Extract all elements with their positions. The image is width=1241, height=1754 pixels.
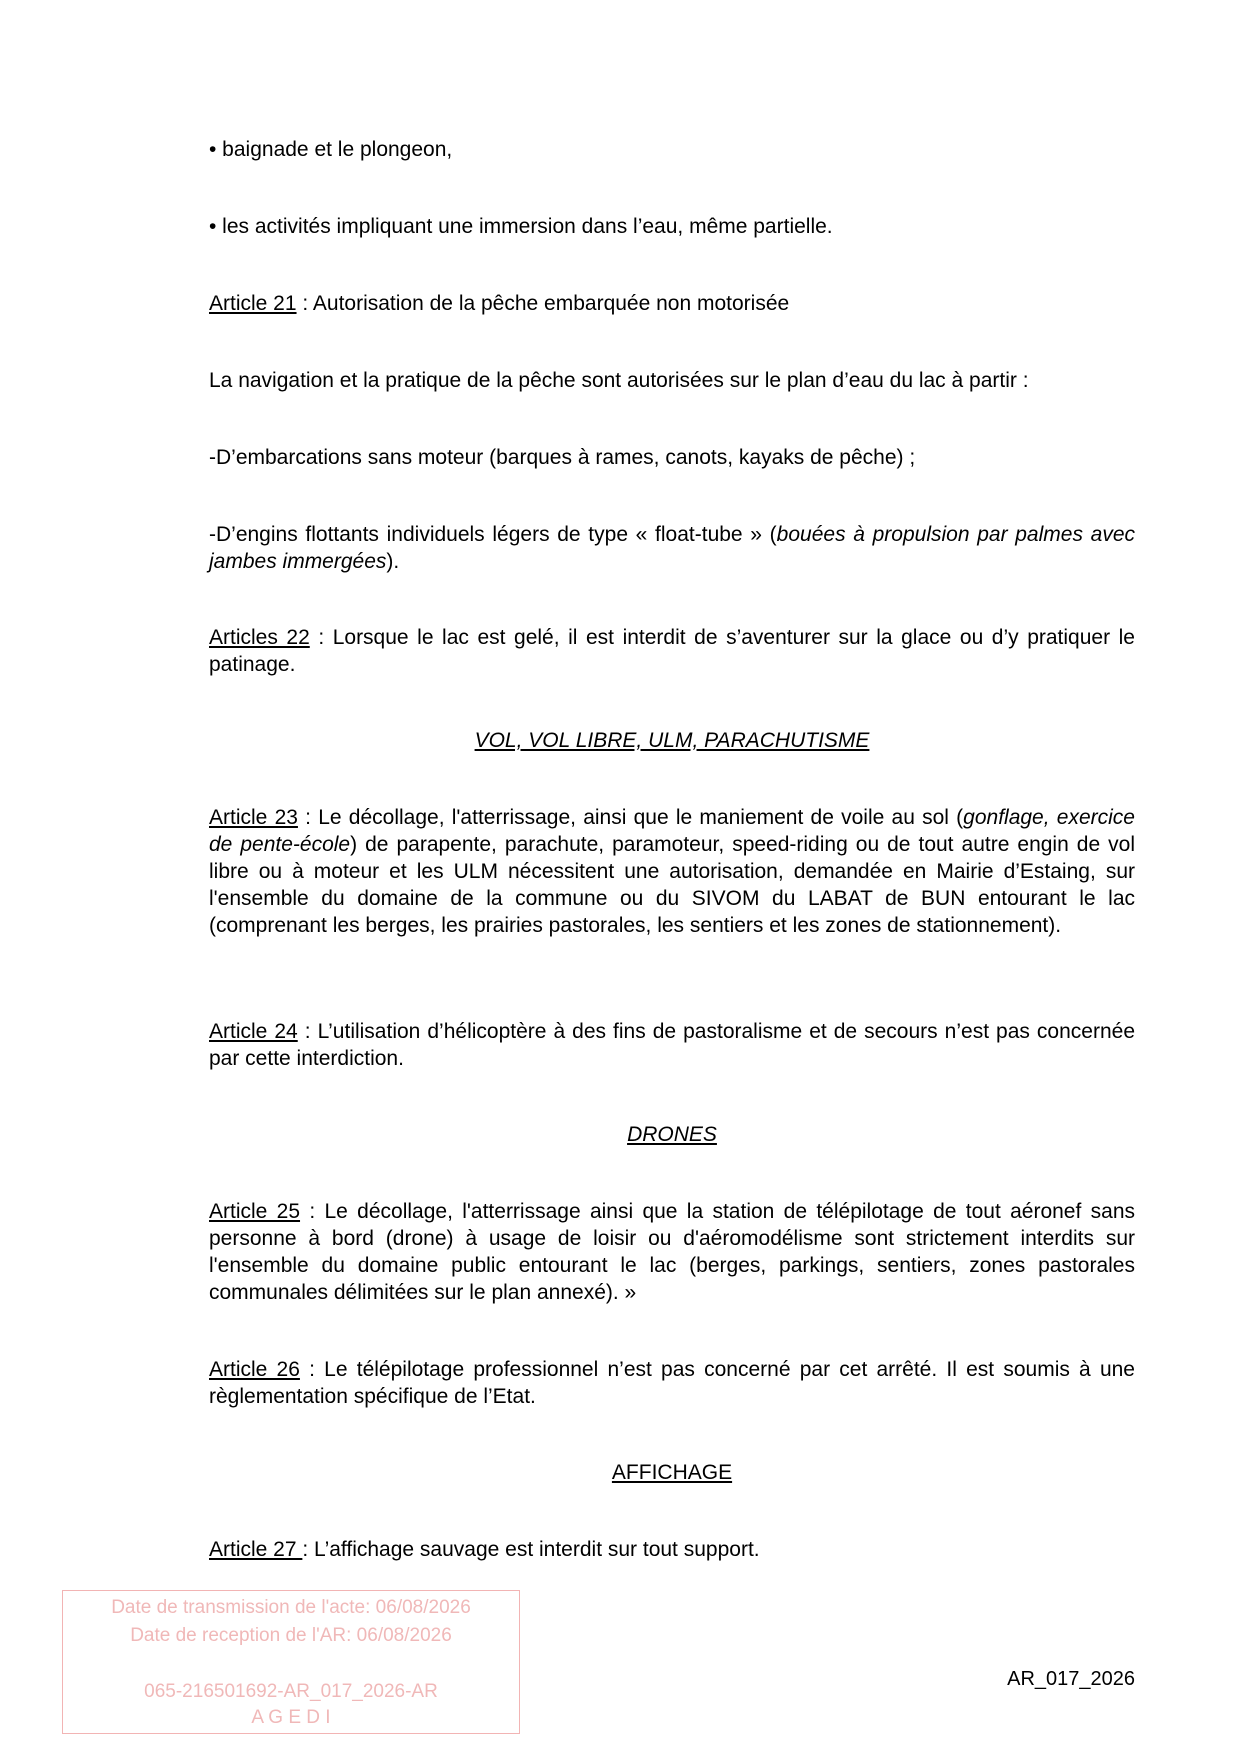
section-heading-drones (209, 1121, 1135, 1148)
stamp-act-id: 065-216501692-AR_017_2026-AR (144, 1681, 438, 1702)
article-label: Article 23 (209, 806, 298, 829)
item-end: ). (386, 550, 400, 573)
stamp-agedi: A G E D I (251, 1707, 331, 1728)
article-text: : L’affichage sauvage est interdit sur tout support. (302, 1538, 760, 1561)
section-title: DRONES (627, 1123, 717, 1146)
section-title: AFFICHAGE (611, 1461, 733, 1484)
section-heading-vol (209, 727, 1135, 754)
article-italic: gonflage, exercice de pente-école (209, 806, 1135, 856)
document-reference: AR_017_2026 (1007, 1668, 1135, 1690)
article-label: Article 26 (209, 1358, 300, 1381)
article-text: : Le télépilotage professionnel n’est pas concerné par cet arrêté. Il est soumis à une règlementation spécifique de l’Etat. (209, 1358, 1135, 1408)
section-heading-affichage (209, 1459, 1135, 1486)
article-text: : Le décollage, l'atterrissage, ainsi que le maniement de voile au sol ( (297, 806, 964, 829)
article-24 (209, 1018, 1135, 1072)
article-21-heading (209, 290, 1135, 317)
transmission-stamp (62, 1590, 520, 1734)
article-21-item-2 (209, 521, 1135, 575)
article-label: Article 21 (209, 292, 297, 315)
article-label: Article 27 (209, 1538, 303, 1561)
article-label: Article 24 (209, 1020, 298, 1043)
article-text: : Lorsque le lac est gelé, il est interdit de s’aventurer sur la glace ou d’y pratiquer le patinage. (209, 626, 1135, 676)
article-text: : Autorisation de la pêche embarquée non motorisée (296, 292, 790, 315)
article-23 (209, 804, 1135, 939)
section-title: VOL, VOL LIBRE, ULM, PARACHUTISME (474, 729, 870, 752)
item-text: -D’engins flottants individuels légers de type « float-tube » ( (209, 523, 777, 546)
article-21-item-1: -D’embarcations sans moteur (barques à rames, canots, kayaks de pêche) ; (209, 446, 916, 469)
stamp-transmission-date: Date de transmission de l'acte: 06/08/2026 (111, 1597, 471, 1618)
bullet-baignade: • baignade et le plongeon, (209, 138, 453, 161)
article-21-intro: La navigation et la pratique de la pêche sont autorisées sur le plan d’eau du lac à partir : (209, 369, 1029, 392)
article-26 (209, 1356, 1135, 1410)
bullet-immersion: • les activités impliquant une immersion dans l’eau, même partielle. (209, 215, 833, 238)
article-25 (209, 1198, 1135, 1306)
article-22 (209, 624, 1135, 678)
item-italic: bouées à propulsion par palmes avec jambes immergées (209, 523, 1135, 573)
article-27 (209, 1536, 1135, 1563)
article-label: Articles 22 (209, 626, 310, 649)
article-text: : L’utilisation d’hélicoptère à des fins de pastoralisme et de secours n’est pas concernée par cette interdiction. (209, 1020, 1135, 1070)
article-text-2: ) de parapente, parachute, paramoteur, speed-riding ou de tout autre engin de vol libre ou à moteur et les ULM nécessitent une autorisation, demandée en Mairie d’Estaing, sur l'ensemble du domaine de la commune ou du SIVOM du LABAT de BUN entourant le lac (comprenant les berges, les prairies pastorales, les sentiers et les zones de stationnement). (209, 833, 1135, 937)
article-label: Article 25 (209, 1200, 301, 1223)
article-text: : Le décollage, l'atterrissage ainsi que la station de télépilotage de tout aéronef sans personne à bord (drone) à usage de loisir ou d'aéromodélisme sont strictement interdits sur l'ensemble du domaine public entourant le lac (berges, parkings, sentiers, zones pastorales communales délimitées sur le plan annexé). » (209, 1200, 1135, 1304)
stamp-reception-date: Date de reception de l'AR: 06/08/2026 (130, 1625, 452, 1646)
